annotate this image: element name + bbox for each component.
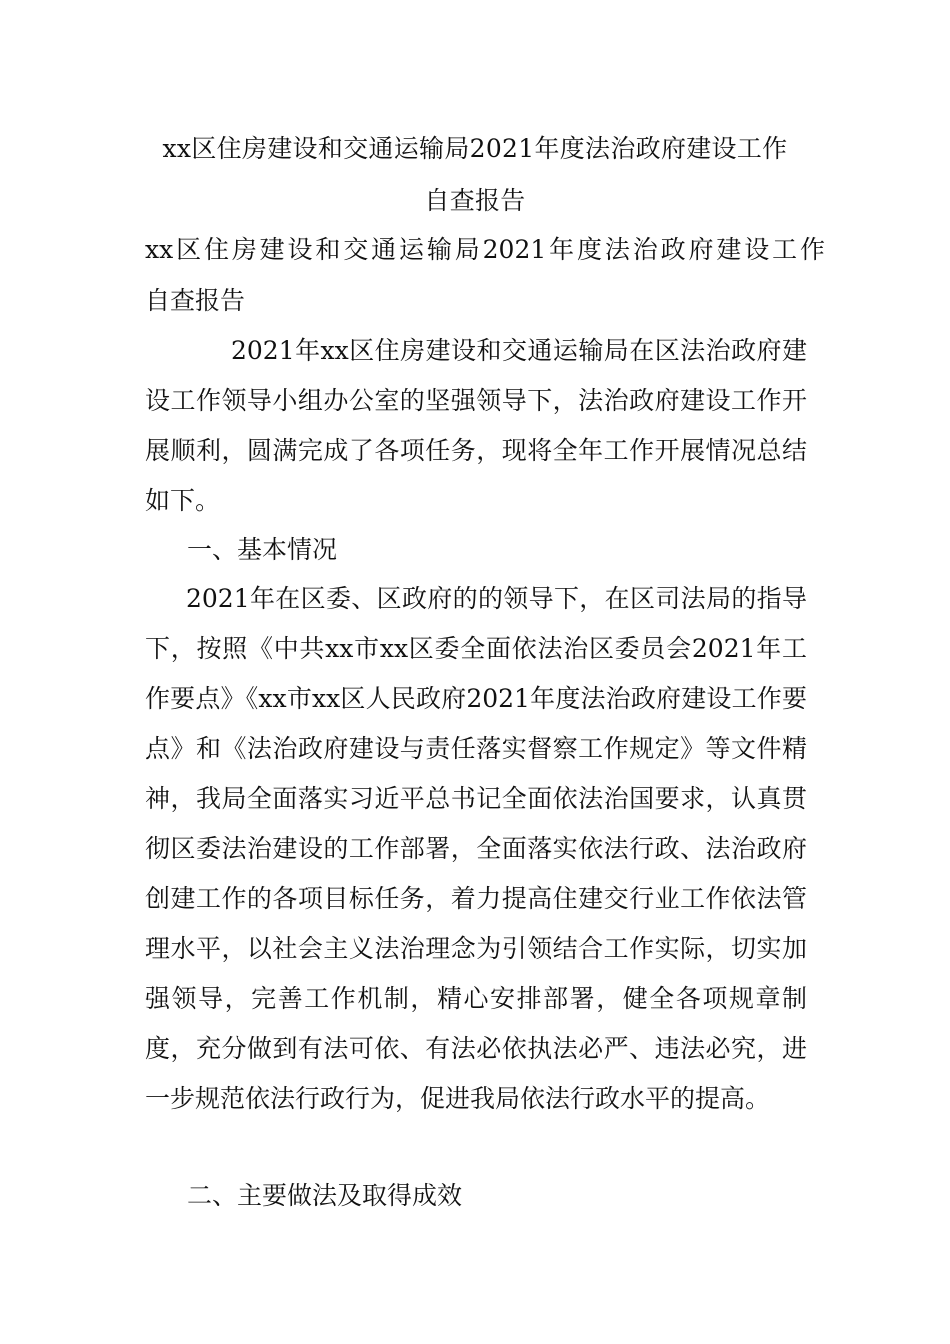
document-subtitle-line-1: xx区住房建设和交通运输局2021年度法治政府建设工作 (145, 235, 825, 264)
document-subtitle-line-2: 自查报告 (145, 286, 246, 315)
document-title-line-1: xx区住房建设和交通运输局2021年度法治政府建设工作 (162, 134, 788, 163)
intro-paragraph: 2021年xx区住房建设和交通运输局在区法治政府建设工作领导小组办公室的坚强领导下，法治政府建设工作开展顺利，圆满完成了各项任务，现将全年工作开展情况总结如下。 (145, 336, 807, 515)
section-heading-main-practices: 二、主要做法及取得成效 (187, 1181, 463, 1210)
section-heading-basic-situation: 一、基本情况 (187, 535, 338, 564)
section-1-paragraph: 2021年在区委、区政府的的领导下，在区司法局的指导下，按照《中共xx市xx区委全面依法治区委员会2021年工作要点》《xx市xx区人民政府2021年度法治政府建设工作要点》和《法治政府建设与责任落实督察工作规定》等文件精神，我局全面落实习近平总书记全面依法治国要求，认真贯彻区委法治建设的工作部署，全面落实依法行政、法治政府创建工作的各项目标任务，着力提高住建交行业工作依法管理水平，以社会主义法治理念为引领结合工作实际，切实加强领导，完善工作机制，精心安排部署，健全各项规章制度，充分做到有法可依、有法必依执法必严、违法必究，进一步规范依法行政行为，促进我局依法行政水平的提高。 (145, 584, 807, 1113)
document-title-line-2: 自查报告 (424, 186, 526, 215)
